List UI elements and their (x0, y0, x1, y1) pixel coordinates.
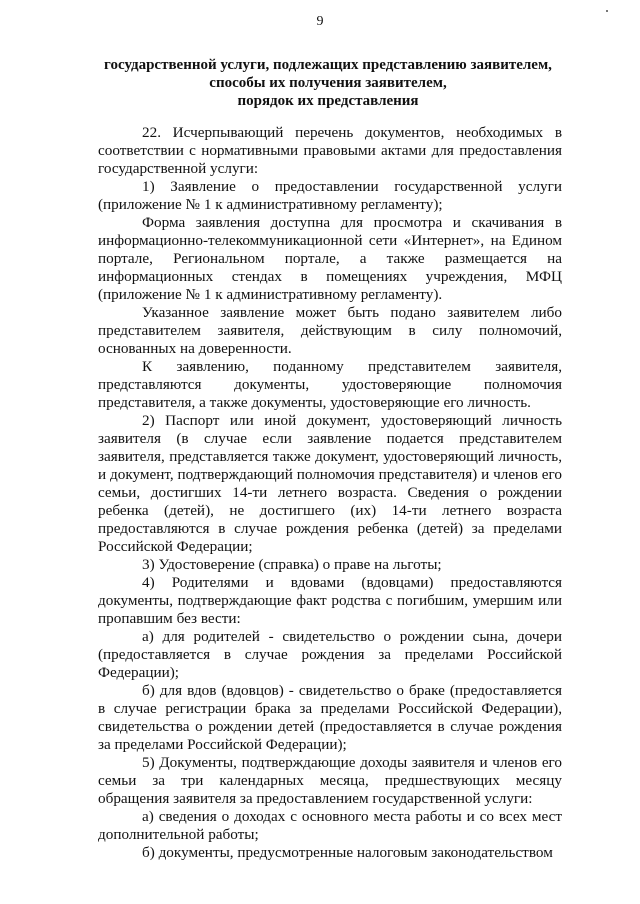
paragraph: б) документы, предусмотренные налоговым законодательством (142, 844, 553, 861)
section-heading (96, 56, 560, 110)
heading-line: порядок их представления (237, 93, 419, 109)
heading-line: способы их получения заявителем, (209, 75, 447, 91)
paragraph: а) для родителей - свидетельство о рождении сына, дочери (предоставляется в случае рождения за пределами Российской Федерации); (98, 628, 562, 681)
paragraph: 4) Родителями и вдовами (вдовцами) предоставляются документы, подтверждающие факт родства с погибшим, умершим или пропавшим без вести: (98, 574, 562, 627)
paragraph: Форма заявления доступна для просмотра и скачивания в информационно-телекоммуникационной сети «Интернет», на Едином портале, Региональном портале, а также размещается на информационных стендах в помещениях учреждения, МФЦ (приложение № 1 к административному регламенту). (98, 214, 562, 303)
paragraph: 22. Исчерпывающий перечень документов, необходимых в соответствии с нормативными правовыми актами для предоставления государственной услуги: (98, 124, 562, 177)
document-body (98, 124, 562, 862)
paragraph: а) сведения о доходах с основного места работы и со всех мест дополнительной работы; (98, 808, 562, 843)
page-number: 9 (316, 14, 324, 29)
scan-speck (606, 10, 608, 12)
paragraph: 2) Паспорт или иной документ, удостоверяющий личность заявителя (в случае если заявление подается представителем заявителя, представляется также документ, удостоверяющий личность, и документ, подтверждающий полномочия представителя) и членов его семьи, достигших 14-ти летнего возраста. Сведения о рождении ребенка (детей), не достигшего (их) 14-ти летнего возраста предоставляются в случае рождения ребенка (детей) за пределами Российской Федерации; (98, 412, 562, 555)
paragraph: 1) Заявление о предоставлении государственной услуги (приложение № 1 к административному регламенту); (98, 178, 562, 213)
paragraph: 5) Документы, подтверждающие доходы заявителя и членов его семьи за три календарных месяца, предшествующих месяцу обращения заявителя за предоставлением государственной услуги: (98, 754, 562, 807)
paragraph: б) для вдов (вдовцов) - свидетельство о браке (предоставляется в случае регистрации брака за пределами Российской Федерации), свидетельства о рождении детей (предоставляется в случае рождения за пределами Российской Федерации); (98, 682, 562, 753)
paragraph: К заявлению, поданному представителем заявителя, представляются документы, удостоверяющие полномочия представителя, а также документы, удостоверяющие его личность. (98, 358, 562, 411)
paragraph: Указанное заявление может быть подано заявителем либо представителем заявителя, действующим в силу полномочий, основанных на доверенности. (98, 304, 562, 357)
heading-line: государственной услуги, подлежащих представлению заявителем, (104, 57, 552, 73)
paragraph: 3) Удостоверение (справка) о праве на льготы; (142, 556, 442, 573)
